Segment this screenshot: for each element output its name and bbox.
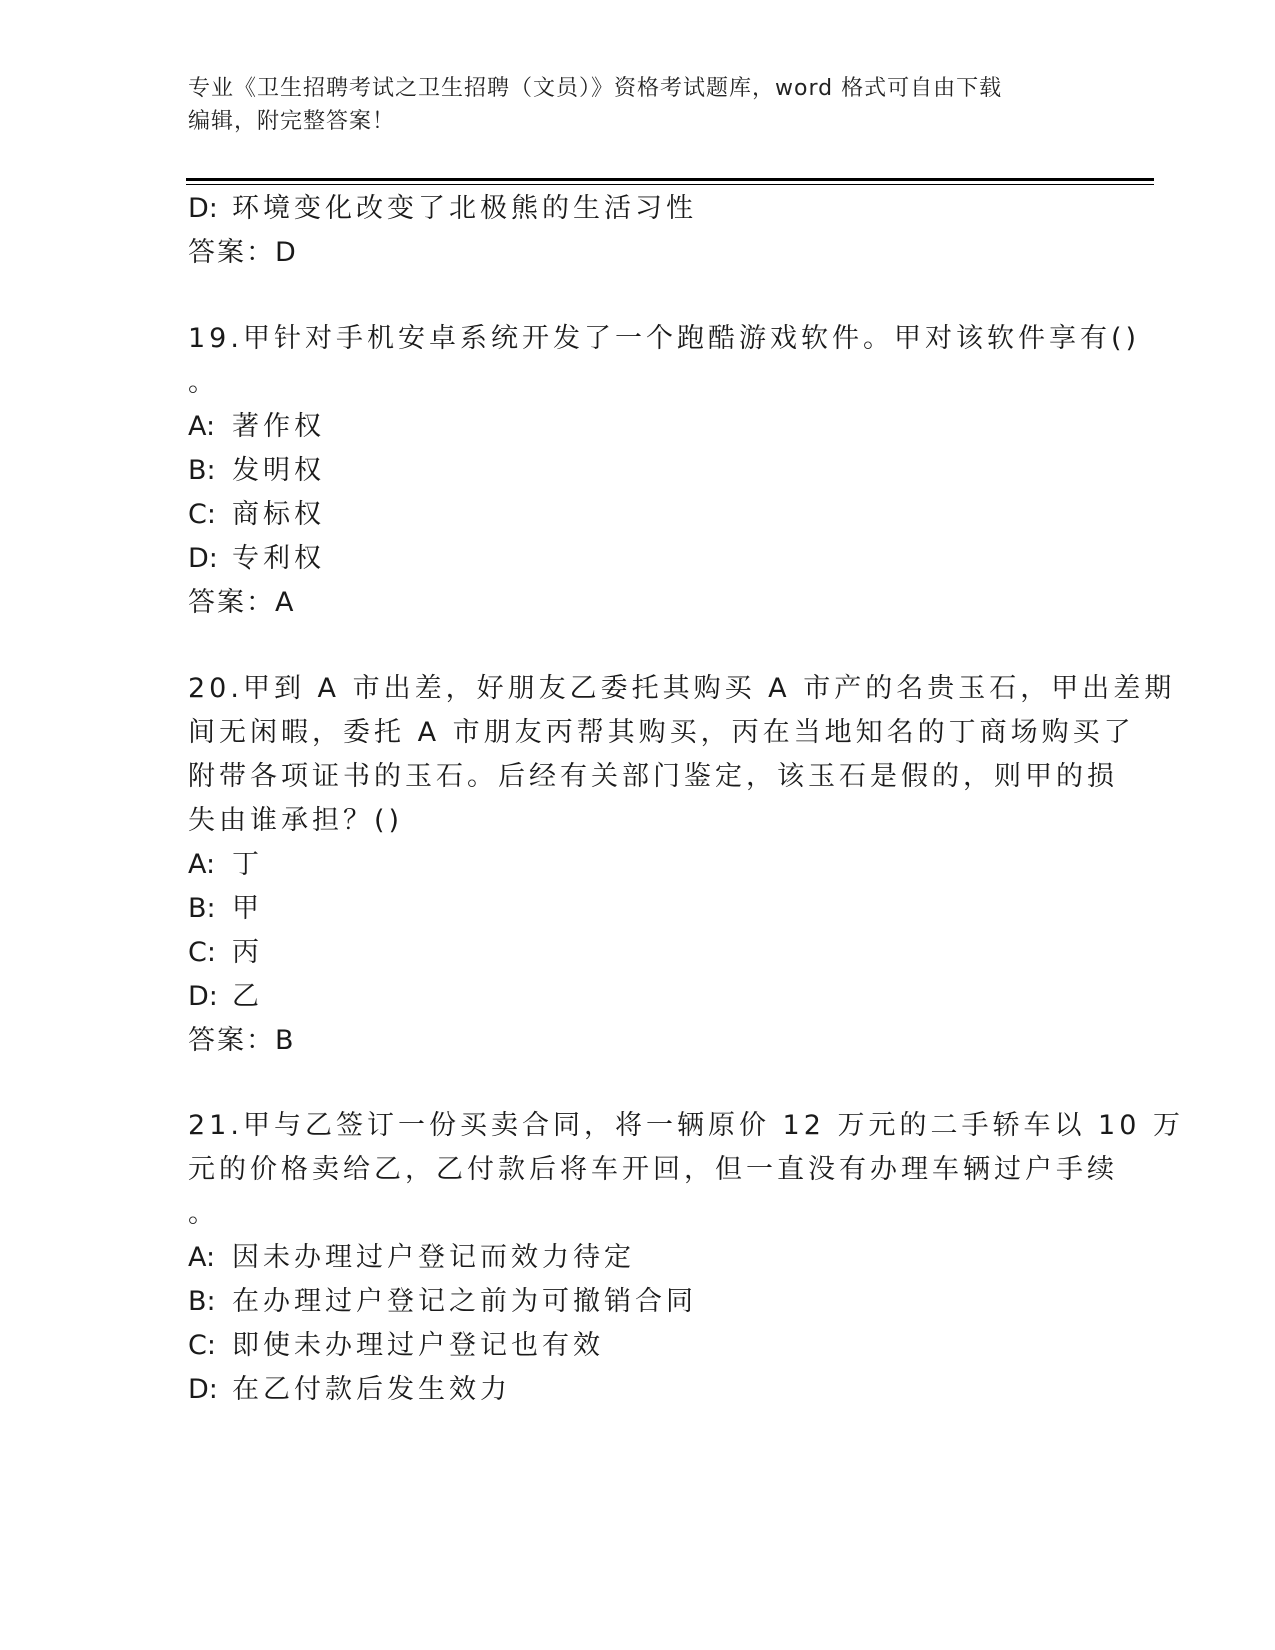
option-text: 发明权 [232, 455, 325, 486]
option-text: 甲 [232, 893, 263, 924]
q20-stem-line-3: 附带各项证书的玉石。后经有关部门鉴定，该玉石是假的，则甲的损 [188, 761, 1118, 792]
header-rule-thick [186, 178, 1154, 181]
header-line-1: 专业《卫生招聘考试之卫生招聘（文员）》资格考试题库，word 格式可自由下载 [188, 76, 1003, 101]
option-label: D: [188, 543, 218, 574]
q21-stem-line-1: 21.甲与乙签订一份买卖合同，将一辆原价 12 万元的二手轿车以 10 万 [188, 1110, 1184, 1141]
option-text: 丙 [232, 937, 263, 968]
q19-option-b [188, 448, 325, 487]
option-label: A: [188, 411, 216, 442]
option-text: 著作权 [232, 411, 325, 442]
q21-option-c [188, 1323, 604, 1362]
option-label: A: [188, 1242, 216, 1273]
option-text: 商标权 [232, 499, 325, 530]
q21-option-d [188, 1367, 511, 1406]
q20-option-b [188, 886, 263, 925]
option-label: C: [188, 499, 216, 530]
q19-stem-line-1: 19.甲针对手机安卓系统开发了一个跑酷游戏软件。甲对该软件享有() [188, 323, 1141, 354]
option-label: B: [188, 1286, 216, 1317]
q20-stem-line-4: 失由谁承担？() [188, 805, 404, 836]
q19-option-d [188, 536, 325, 575]
q19-option-a [188, 404, 325, 443]
option-text: 在办理过户登记之前为可撤销合同 [232, 1286, 697, 1317]
q21-stem-line-3: 。 [188, 1198, 219, 1229]
option-text: 在乙付款后发生效力 [232, 1374, 511, 1405]
q20-option-a [188, 842, 263, 881]
option-label: D: [188, 981, 218, 1012]
option-text: 即使未办理过户登记也有效 [232, 1330, 604, 1361]
prev-answer: 答案：D [188, 237, 298, 268]
header-line-2: 编辑，附完整答案！ [188, 109, 396, 134]
q20-option-d [188, 974, 263, 1013]
q19-option-c [188, 492, 325, 531]
option-label: A: [188, 849, 216, 880]
option-text: 因未办理过户登记而效力待定 [232, 1242, 635, 1273]
option-label: C: [188, 937, 216, 968]
option-text: 乙 [232, 981, 263, 1012]
option-label: B: [188, 893, 216, 924]
q21-option-b [188, 1279, 697, 1318]
document-header [188, 72, 1088, 138]
option-label: B: [188, 455, 216, 486]
option-label: D: [188, 1374, 218, 1405]
option-text: 环境变化改变了北极熊的生活习性 [232, 193, 697, 224]
option-label: D: [188, 193, 218, 224]
header-rule-thin [186, 184, 1154, 185]
prev-option-d [188, 186, 697, 225]
q20-stem-line-1: 20.甲到 A 市出差，好朋友乙委托其购买 A 市产的名贵玉石，甲出差期 [188, 673, 1176, 704]
option-text: 丁 [232, 849, 263, 880]
option-label: C: [188, 1330, 216, 1361]
q20-stem-line-2: 间无闲暇，委托 A 市朋友丙帮其购买，丙在当地知名的丁商场购买了 [188, 717, 1135, 748]
q20-option-c [188, 930, 263, 969]
q21-stem-line-2: 元的价格卖给乙，乙付款后将车开回，但一直没有办理车辆过户手续 [188, 1154, 1118, 1185]
option-text: 专利权 [232, 543, 325, 574]
q20-answer: 答案：B [188, 1025, 296, 1056]
q19-answer: 答案：A [188, 587, 296, 618]
q19-stem-line-2: 。 [188, 367, 219, 398]
q21-option-a [188, 1235, 635, 1274]
